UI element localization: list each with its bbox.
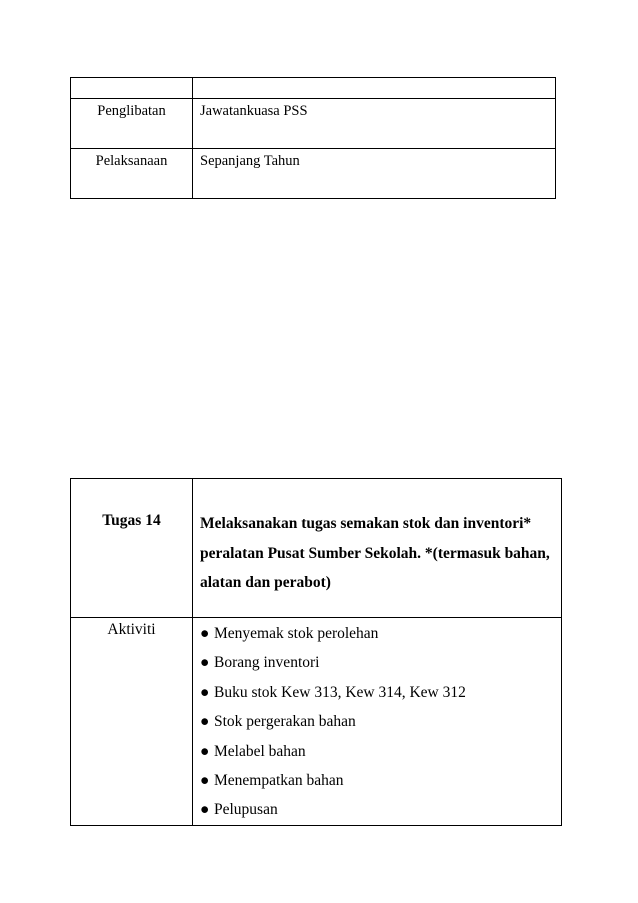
- table-cell-label: [71, 78, 193, 99]
- list-item: ● Pelupusan: [200, 795, 555, 824]
- responsibility-table: [70, 77, 556, 199]
- bullet-icon: ●: [200, 713, 210, 731]
- task-label-cell: [71, 479, 193, 618]
- task-table: [70, 478, 562, 826]
- involvement-label: Penglibatan: [97, 103, 166, 119]
- task-description-cell: [193, 479, 562, 618]
- implementation-label-cell: [71, 149, 193, 199]
- activity-list-cell: [193, 618, 562, 826]
- table-row: [71, 479, 562, 618]
- table-row: [71, 99, 556, 149]
- list-item: ● Buku stok Kew 313, Kew 314, Kew 312: [200, 678, 555, 707]
- involvement-label-cell: [71, 99, 193, 149]
- implementation-label: Pelaksanaan: [95, 153, 168, 169]
- implementation-value: Sepanjang Tahun: [200, 153, 300, 169]
- bullet-icon: ●: [200, 625, 210, 642]
- involvement-value: Jawatankuasa PSS: [200, 103, 308, 119]
- involvement-value-cell: [193, 99, 556, 149]
- activity-label-cell: [71, 618, 193, 826]
- bullet-icon: ●: [200, 654, 210, 672]
- table-row: [71, 78, 556, 99]
- table-row: [71, 149, 556, 199]
- activity-label: Aktiviti: [107, 621, 156, 638]
- task-description: Melaksanakan tugas semakan stok dan inventori* peralatan Pusat Sumber Sekolah. *(termasuk bahan, alatan dan perabot): [200, 515, 550, 591]
- list-item: ● Stok pergerakan bahan: [200, 707, 555, 736]
- activity-list: [200, 618, 555, 825]
- bullet-icon: ●: [200, 772, 210, 790]
- table-row: [71, 618, 562, 826]
- table-cell-value: [193, 78, 556, 99]
- task-label: Tugas 14: [102, 512, 161, 529]
- bullet-icon: ●: [200, 683, 210, 701]
- list-item: ● Melabel bahan: [200, 737, 555, 766]
- list-item: ● Borang inventori: [200, 648, 555, 677]
- list-item: ● Menyemak stok perolehan: [200, 619, 555, 648]
- implementation-value-cell: [193, 149, 556, 199]
- list-item: ● Menempatkan bahan: [200, 766, 555, 795]
- bullet-icon: ●: [200, 742, 210, 760]
- bullet-icon: ●: [200, 801, 210, 819]
